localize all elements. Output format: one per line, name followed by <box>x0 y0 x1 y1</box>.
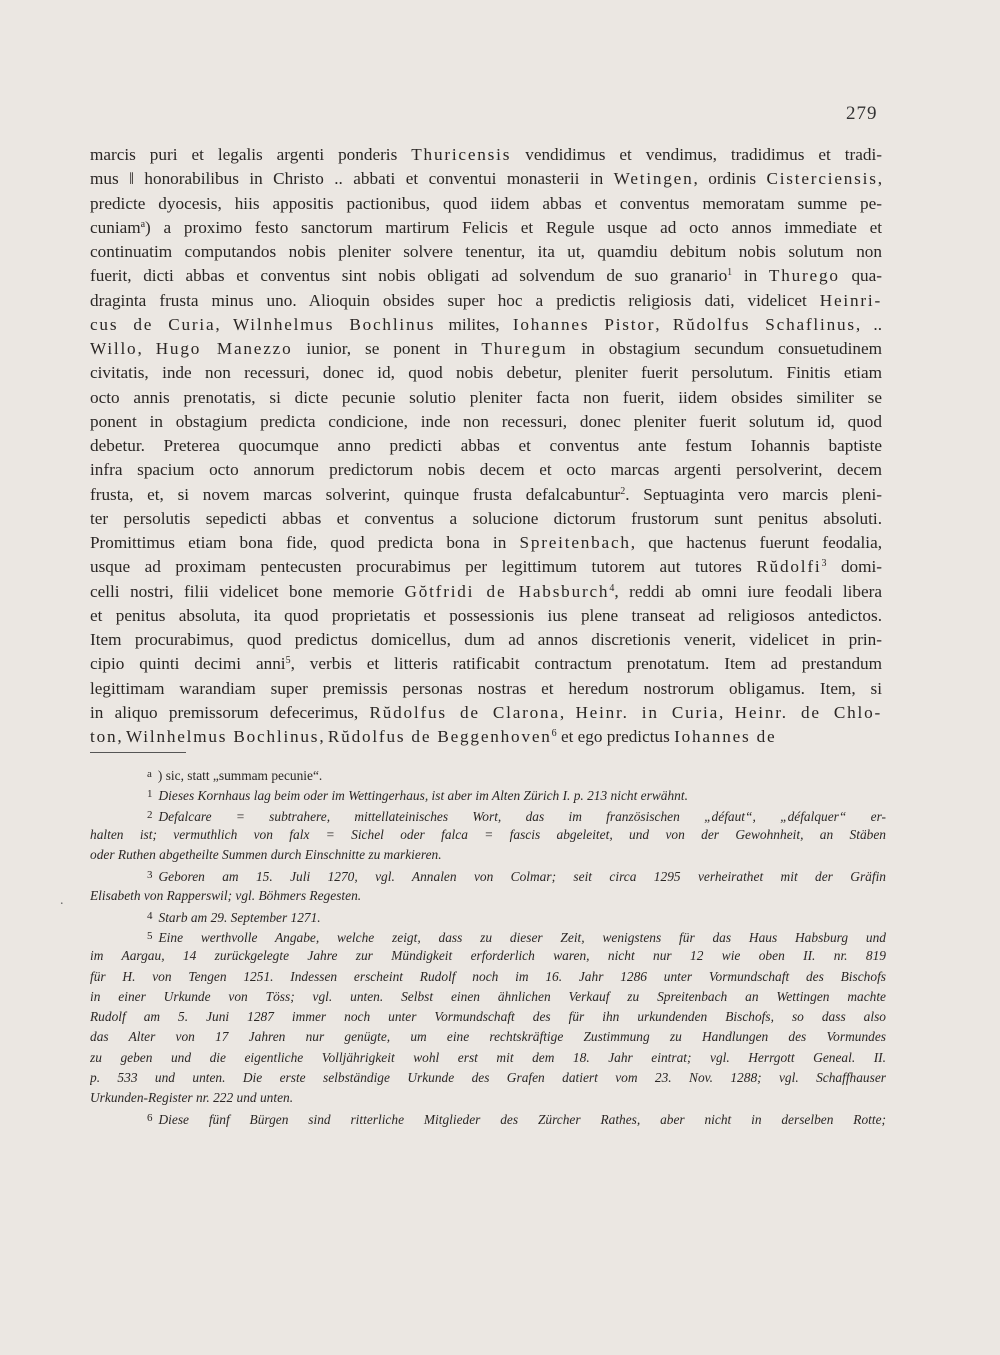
text-run: in aliquo premissorum defecerimus, <box>90 702 370 722</box>
note-reference: a <box>140 218 146 230</box>
spaced-name: Heinr. in Curia <box>575 702 720 722</box>
footnote-text: Defalcare = subtrahere, mittellateinisches Wort, das im französischen „défaut“, „défalquer“ er- <box>158 808 886 824</box>
text-line <box>90 313 882 337</box>
text-line <box>90 580 882 604</box>
text-run: , verbis et litteris ratificabit contractum prenotatum. Item ad prestandum <box>290 654 882 674</box>
text-line <box>90 483 882 507</box>
text-run: cipio quinti decimi anni <box>90 654 286 674</box>
text-run: , <box>137 339 156 358</box>
footnote-text: für H. von Tengen 1251. Indessen erscheint Rudolf noch im 16. Jahr 1286 unter Vormundschaft des Bischofs <box>90 968 886 984</box>
text-run: , que hactenus fuerunt feodalia, <box>630 533 882 552</box>
text-run: infra spacium octo annorum predictorum nobis decem et octo marcas argenti persolverint, decem <box>90 460 882 480</box>
text-run: usque ad proximam pentecusten procurabimus per legittimum tutorem aut tutores <box>90 557 757 577</box>
spaced-name: Thurego <box>768 266 840 286</box>
text-run: , <box>215 314 233 334</box>
spaced-name: Rŭdolfi <box>756 557 822 577</box>
footnote-text: in einer Urkunde von Töss; vgl. unten. Selbst einen ähnlichen Verkauf zu Spreitenbach an Wettingen machte <box>90 988 886 1004</box>
text-run: domi- <box>826 557 882 577</box>
text-run: predicte dyocesis, hiis appositis pactionibus, quod iidem abbas et conventus memoratam summe pe- <box>90 193 882 213</box>
footnote-line <box>90 926 886 946</box>
text-line <box>90 289 882 313</box>
text-run: , reddi ab omni iure feodali libera <box>614 581 882 601</box>
text-line <box>90 216 882 240</box>
text-line <box>90 677 882 701</box>
note-reference: 1 <box>727 267 733 279</box>
text-run: in <box>732 266 769 286</box>
footnote-text: Geboren am 15. Juli 1270, vgl. Annalen von Colmar; seit circa 1295 verheirathet mit der Gräfin <box>158 869 886 885</box>
text-line <box>90 167 882 191</box>
footnote-text: Dieses Kornhaus lag beim oder im Wettingerhaus, ist aber im Alten Zürich I. p. 213 nicht erwähnt. <box>158 788 688 804</box>
spaced-name: Heinr. de Chlo- <box>734 702 882 722</box>
footnote-line <box>90 946 886 966</box>
footnote-line <box>90 886 886 906</box>
text-line <box>90 628 882 652</box>
text-run: celli nostri, filii videlicet bone memorie <box>90 581 405 601</box>
text-line <box>90 507 882 531</box>
text-run: . Septuaginta vero marcis pleni- <box>625 484 882 504</box>
text-run: , <box>117 727 126 746</box>
text-run: , ordinis <box>693 169 767 189</box>
footnote-line <box>90 1007 886 1027</box>
text-line <box>90 337 882 361</box>
footnote-line <box>90 1048 886 1068</box>
footnote-line <box>90 1068 886 1088</box>
spaced-name: Spreitenbach <box>519 533 631 552</box>
text-run: in obstagium secundum consuetudinem <box>567 339 882 358</box>
text-run: cuniam <box>90 217 141 237</box>
text-run: et ego predictus <box>556 727 675 746</box>
spaced-name: Thuricensis <box>411 145 512 164</box>
text-run: qua- <box>839 266 882 286</box>
note-reference: 3 <box>821 558 827 570</box>
footnote-marker: 3 <box>147 869 153 882</box>
footnote-marker: 5 <box>147 930 153 942</box>
footnote-line <box>90 906 886 926</box>
spaced-name: Wilnhelmus Bochlinus <box>125 727 320 746</box>
text-line <box>90 361 882 385</box>
spaced-name: ton <box>90 727 118 746</box>
spaced-name: Iohannes Pistor <box>512 314 656 334</box>
footnote-text: zu geben und die eigentliche Volljährigkeit wohl erst mit dem 18. Jahr eintrat; vgl. Herrgott Geneal. II. <box>90 1049 886 1065</box>
main-text-block <box>90 143 882 749</box>
text-run: Promittimus etiam bona fide, quod predicta bona in <box>90 533 520 552</box>
footnote-text: das Alter von 17 Jahren nur genügte, um eine rechtskräftige Zustimmung zu Handlungen des Vormundes <box>90 1029 886 1045</box>
text-run: , <box>559 702 576 722</box>
note-reference: 4 <box>609 582 615 594</box>
footnote-line <box>90 845 886 865</box>
footnote-line <box>90 1088 886 1108</box>
footnote-line <box>90 1108 886 1128</box>
text-run: Item procurabimus, quod predictus domicellus, dum ad annos discretionis venerit, videlicet in prin- <box>90 630 882 649</box>
footnote-text: Elisabeth von Rapperswil; vgl. Böhmers Regesten. <box>90 887 362 903</box>
text-line <box>90 264 882 288</box>
text-line <box>90 531 882 555</box>
text-line <box>90 386 882 410</box>
spaced-name: Hugo Manezzo <box>155 339 293 358</box>
footnote-text: Eine werthvolle Angabe, welche zeigt, dass zu dieser Zeit, wenigstens für das Haus Habsburg und <box>158 930 886 945</box>
spaced-name: Iohannes de <box>674 727 777 746</box>
text-line <box>90 604 882 628</box>
spaced-name: Cisterciensis <box>766 169 878 189</box>
footnote-text: ) sic, statt „summam pecunie“. <box>157 768 323 783</box>
footnote-line <box>90 865 886 885</box>
text-run: et penitus absoluta, ita quod proprietatis et possessionis ius plene transeat ad religiosos antedictos. <box>90 605 882 625</box>
footnote-line <box>90 805 886 825</box>
footnote-marker: 4 <box>147 909 153 922</box>
page-number: 279 <box>846 103 878 124</box>
spaced-name: Heinri- <box>819 290 882 310</box>
footnote-marker: a <box>147 768 152 780</box>
text-line <box>90 652 882 676</box>
text-run: , <box>719 702 735 722</box>
footnote-text: im Aargau, 14 zurückgelegte Jahre zur Mündigkeit erforderlich waren, nicht nur 12 wie oben II. nr. 819 <box>90 948 886 964</box>
spaced-name: cus de Curia <box>90 314 216 334</box>
spaced-name: Thuregum <box>481 339 568 358</box>
text-run: , <box>877 169 882 189</box>
text-run: octo annis prenotatis, si dicte pecunie solutio pleniter facta non fuerit, iidem obsides similiter se <box>90 387 882 407</box>
footnote-text: halten ist; vermuthlich von falx = Sichel oder falca = fascis abgeleitet, und von der Gewohnheit, an Stäben <box>90 826 886 842</box>
footnote-line <box>90 987 886 1007</box>
margin-mark: . <box>60 893 64 908</box>
footnotes-block <box>90 764 886 1129</box>
spaced-name: Wilnhelmus Bochlinus <box>232 314 436 334</box>
text-run: ponent in obstagium predicta condicione, inde non recessuri, donec pleniter fuerit solutum id, quod <box>90 411 882 431</box>
text-line <box>90 434 882 458</box>
footnote-separator-rule <box>90 752 186 753</box>
note-reference: 2 <box>620 485 626 497</box>
text-run: mus ‖ honorabilibus in Christo .. abbati et conventui monasterii in <box>90 169 614 189</box>
text-run: vendidimus et vendimus, tradidimus et tradi- <box>511 145 882 164</box>
text-run: milites, <box>435 314 513 334</box>
text-run: continuatim computandos nobis pleniter solvere tenentur, ita ut, quamdiu debitum nobis solutum non <box>90 242 882 261</box>
text-line <box>90 192 882 216</box>
footnote-marker: 1 <box>147 788 153 801</box>
text-run: draginta frusta minus uno. Alioquin obsides super hoc a predictis religiosis dati, videlicet <box>90 290 820 310</box>
footnote-line <box>90 825 886 845</box>
text-run: , .. <box>855 314 882 334</box>
footnote-line <box>90 967 886 987</box>
footnote-text: Rudolf am 5. Juni 1287 immer noch unter Vormundschaft des für ihn urkundenden Bischofs, so dass also <box>90 1009 886 1024</box>
text-line <box>90 240 882 264</box>
spaced-name: Rŭdolfus de Beggenhoven <box>327 727 552 746</box>
text-run: iunior, se ponent in <box>292 339 482 358</box>
text-line <box>90 725 882 749</box>
footnote-text: Diese fünf Bürgen sind ritterliche Mitglieder des Zürcher Rathes, aber nicht in derselben Rotte; <box>158 1112 886 1128</box>
note-reference: 6 <box>551 728 557 739</box>
text-line <box>90 458 882 482</box>
text-line <box>90 555 882 579</box>
note-reference: 5 <box>285 655 291 667</box>
footnote-text: Urkunden-Register nr. 222 und unten. <box>90 1090 294 1105</box>
text-run: , <box>655 314 673 334</box>
text-line <box>90 143 882 167</box>
text-run: , <box>319 727 328 746</box>
spaced-name: Gŏtfridi de Habsburch <box>404 581 610 601</box>
text-run: frusta, et, si novem marcas solverint, quinque frusta defalcabuntur <box>90 484 621 504</box>
text-run: debetur. Preterea quocumque anno predicti abbas et conventus ante festum Iohannis baptiste <box>90 436 882 455</box>
text-run: legittimam warandiam super premissis personas nostras et heredum nostrorum obligamus. Item, si <box>90 678 882 698</box>
text-line <box>90 410 882 434</box>
footnote-marker: 2 <box>147 808 153 821</box>
text-line <box>90 701 882 725</box>
footnote-text: Starb am 29. September 1271. <box>158 909 321 925</box>
footnote-text: p. 533 und unten. Die erste selbständige Urkunde des Grafen datiert vom 23. Nov. 1288; vgl. Schaffhauser <box>90 1069 886 1085</box>
footnote-marker: 6 <box>147 1112 153 1125</box>
text-run: civitatis, inde non recessuri, donec id, quod nobis debetur, pleniter fuerit persolutum. Finitis etiam <box>90 363 882 383</box>
footnote-line <box>90 1027 886 1047</box>
text-run: marcis puri et legalis argenti ponderis <box>90 145 412 164</box>
spaced-name: Wetingen <box>613 169 694 189</box>
text-run: ter persolutis sepedicti abbas et conventus a solucione dictorum frustorum sunt penitus absoluti. <box>90 508 882 528</box>
spaced-name: Rŭdolfus de Clarona <box>369 702 560 722</box>
text-run: fuerit, dicti abbas et conventus sint nobis obligati ad solvendum de suo granario <box>90 266 728 286</box>
spaced-name: Willo <box>90 339 138 358</box>
footnote-line <box>90 764 886 784</box>
spaced-name: Rŭdolfus Schaflinus <box>672 314 856 334</box>
text-run: ) a proximo festo sanctorum martirum Felicis et Regule usque ad octo annos immediate et <box>145 217 882 237</box>
footnote-text: oder Ruthen abgetheilte Summen durch Einschnitte zu markieren. <box>90 847 442 862</box>
footnote-line <box>90 784 886 804</box>
